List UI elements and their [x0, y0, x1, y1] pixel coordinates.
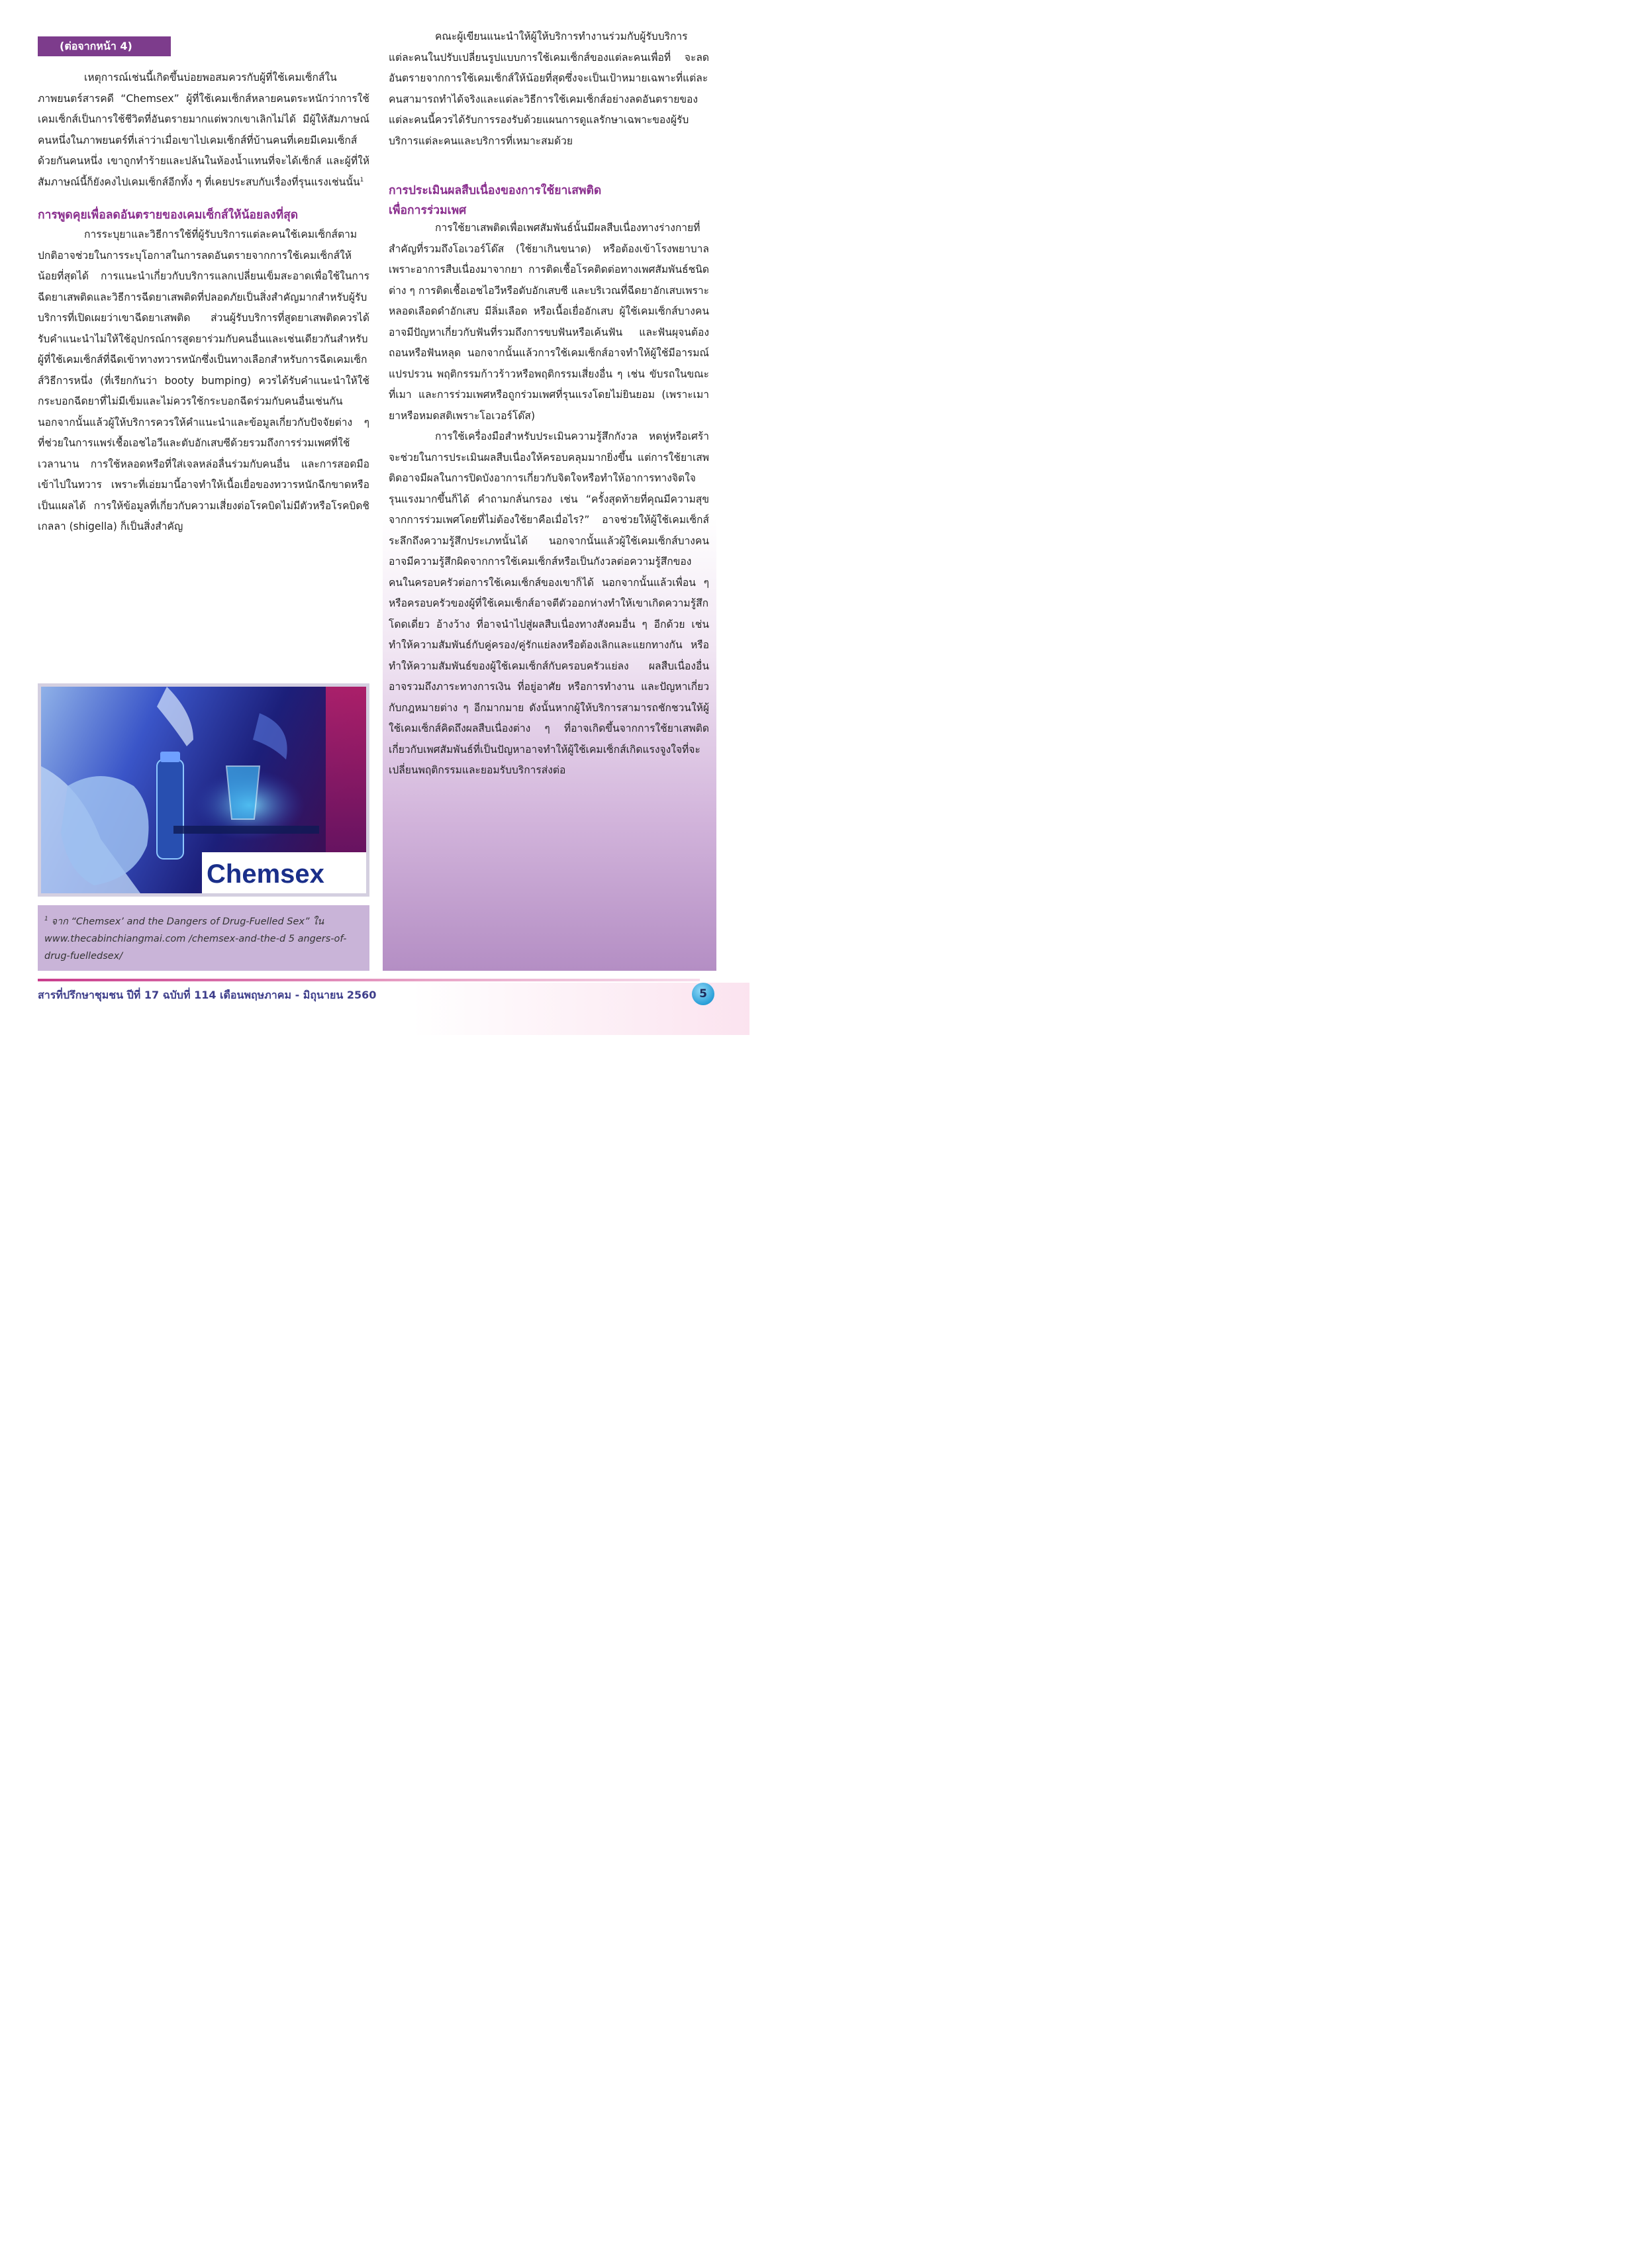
left-paragraph-2: การระบุยาและวิธีการใช้ที่ผู้รับบริการแต่ละคนใช้เคมเซ็กส์ตามปกติอาจช่วยในการระบุโอกาสในการลดอันตรายจากการใช้เคมเซ็กส์ให้น้อยที่สุดได้ การแนะนำเกี่ยวกับบริการแลกเปลี่ยนเข็มสะอาดเพื่อใช้ในการฉีดยาเสพติดและวิธีการฉีดยาเสพติดที่ปลอดภัยเป็นสิ่งสำคัญมากสำหรับผู้รับบริการที่เปิดเผยว่าเขาฉีดยาเสพติด ส่วนผู้รับบริการที่สูดยาเสพติดควรได้รับคำแนะนำไม่ให้ใช้อุปกรณ์การสูดยาร่วมกับคนอื่นและเช่นเดียวกันสำหรับผู้ที่ใช้เคมเซ็กส์ที่ฉีดเข้าทางทวารหนักซึ่งเป็นทางเลือกสำหรับการฉีดเคมเซ็กส์วิธีการหนึ่ง (ที่เรียกกันว่า booty bumping) ควรได้รับคำแนะนำให้ใช้กระบอกฉีดยาที่ไม่มีเข็มและไม่ควรใช้กระบอกฉีดร่วมกับคนอื่นเช่นกัน นอกจากนั้นแล้วผู้ให้บริการควรให้คำแนะนำและข้อมูลเกี่ยวกับปัจจัยต่าง ๆ ที่ช่วยในการแพร่เชื้อเอชไอวีและตับอักเสบซีด้วยรวมถึงการร่วมเพศที่ใช้เวลานาน การใช้หลอดหรือที่ใส่เจลหล่อลื่นร่วมกับคนอื่น และการสอดมือเข้าไปในทวาร เพราะที่เอ่ยมานี้อาจทำให้เนื้อเยื่อของทวารหนักฉีกขาดหรือเป็นแผลได้ การให้ข้อมูลที่เกี่ยวกับความเสี่ยงต่อโรคบิดไม่มีตัวหรือโรคบิดชิเกลลา (shigella) ก็เป็นสิ่งสำคัญ	[38, 228, 369, 532]
page-number-badge: 5	[692, 983, 714, 1005]
chemsex-photo-image	[41, 687, 366, 893]
footer-divider	[38, 979, 700, 981]
chemsex-photo	[38, 683, 369, 897]
chemsex-photo-title: Chemsex	[207, 860, 324, 889]
right-paragraph-1: คณะผู้เขียนแนะนำให้ผู้ให้บริการทำงานร่วมกับผู้รับบริการแต่ละคนในปรับเปลี่ยนรูปแบบการใช้เคมเซ็กส์ของแต่ละคนเพื่อที่ จะลดอันตรายจากการใช้เคมเซ็กส์ให้น้อยที่สุดซึ่งจะเป็นเป้าหมายเฉพาะที่แต่ละคนสามารถทำได้จริงและแต่ละวิธีการใช้เคมเซ็กส์อย่างลดอันตรายของแต่ละคนนี้ควรได้รับการรองรับด้วยแผนการดูแลรักษาเฉพาะของผู้รับบริการแต่ละคนและบริการที่เหมาะสมด้วย	[389, 30, 709, 147]
footnote-mark: 1	[360, 176, 364, 183]
continued-from-page-tag: (ต่อจากหน้า 4)	[38, 36, 171, 56]
section-heading-assessment-line1: การประเมินผลสืบเนื่องของการใช้ยาเสพติด	[389, 184, 602, 197]
footer-publication: สารที่ปรึกษาชุมชน ปีที่ 17 ฉบับที่ 114 เดือนพฤษภาคม - มิถุนายน 2560	[38, 989, 377, 1001]
footnote-caption	[38, 905, 369, 971]
caption-text: จาก “Chemsex’ and the Dangers of Drug-Fuelled Sex” ใน www.thecabinchiangmai.com /chemsex-and-the-d 5 angers-of- drug-fuelledsex/	[44, 916, 347, 961]
right-paragraph-2: การใช้ยาเสพติดเพื่อเพศสัมพันธ์นั้นมีผลสืบเนื่องทางร่างกายที่สำคัญที่รวมถึงโอเวอร์โด๊ส (ใช้ยาเกินขนาด) หรือต้องเข้าโรงพยาบาลเพราะอาการสืบเนื่องมาจากยา การติดเชื้อโรคติดต่อทางเพศสัมพันธ์ชนิดต่าง ๆ การติดเชื้อเอชไอวีหรือตับอักเสบซี และบริเวณที่ฉีดยาอักเสบเพราะหลอดเลือดดำอักเสบ มีลิ่มเลือด หรือเนื้อเยื่ออักเสบ ผู้ใช้เคมเซ็กส์บางคนอาจมีปัญหาเกี่ยวกับฟันที่รวมถึงการขบฟันหรือเค้นฟัน และฟันผุจนต้องถอนหรือฟันหลุด นอกจากนั้นแล้วการใช้เคมเซ็กส์อาจทำให้ผู้ใช้มีอารมณ์แปรปรวน พฤติกรรมก้าวร้าวหรือพฤติกรรมเสี่ยงอื่น ๆ เช่น ขับรถในขณะที่เมา และการร่วมเพศหรือถูกร่วมเพศที่รุนแรงโดยไม่ยินยอม (เพราะเมายาหรือหมดสติเพราะโอเวอร์โด๊ส)	[389, 222, 709, 422]
left-paragraph-1-text: เหตุการณ์เช่นนี้เกิดขึ้นบ่อยพอสมควรกับผู้ที่ใช้เคมเซ็กส์ในภาพยนตร์สารคดี “Chemsex” ผู้ที่ใช้เคมเซ็กส์หลายคนตระหนักว่าการใช้เคมเซ็กส์เป็นการใช้ชีวิตที่อันตรายมากแต่พวกเขาเลิกไม่ได้ มีผู้ให้สัมภาษณ์คนหนึ่งในภาพยนตร์ที่เล่าว่าเมื่อเขาไปเคมเซ็กส์ที่บ้านคนที่เคยมีเคมเซ็กส์ด้วยกันคนหนึ่ง เขาถูกทำร้ายและปล้นในห้องน้ำแทนที่จะได้เซ็กส์ และผู้ที่ให้สัมภาษณ์นี้ก็ยังคงไปเคมเซ็กส์อีกทั้ง ๆ ที่เคยประสบกับเรื่องที่รุนแรงเช่นนั้น	[38, 72, 369, 188]
left-column	[38, 68, 369, 538]
section-heading-harm-reduction: การพูดคุยเพื่อลดอันตรายของเคมเซ็กส์ให้น้อยลงที่สุด	[38, 209, 299, 222]
section-heading-assessment-line2: เพื่อการร่วมเพศ	[389, 204, 467, 217]
right-paragraph-3: การใช้เครื่องมือสำหรับประเมินความรู้สึกกังวล หดหู่หรือเศร้าจะช่วยในการประเมินผลสืบเนื่องให้ครอบคลุมมากยิ่งขึ้น แต่การใช้ยาเสพติดอาจมีผลในการปิดบังอาการเกี่ยวกับจิตใจหรือทำให้อาการทางจิตใจรุนแรงมากขึ้นก็ได้ คำถามกลั่นกรอง เช่น “ครั้งสุดท้ายที่คุณมีความสุขจากการร่วมเพศโดยที่ไม่ต้องใช้ยาคือเมื่อไร?” อาจช่วยให้ผู้ใช้เคมเซ็กส์ระลึกถึงความรู้สึกประเภทนั้นได้ นอกจากนั้นแล้วผู้ใช้เคมเซ็กส์บางคนอาจมีความรู้สึกผิดจากการใช้เคมเซ็กส์หรือเป็นกังวลต่อความรู้สึกของคนในครอบครัวต่อการใช้เคมเซ็กส์ของเขาก็ได้ นอกจากนั้นแล้วเพื่อน ๆ หรือครอบครัวของผู้ที่ใช้เคมเซ็กส์อาจตีตัวออกห่างทำให้เขาเกิดความรู้สึกโดดเดี่ยว อ้างว้าง ที่อาจนำไปสู่ผลสืบเนื่องทางสังคมอื่น ๆ อีกด้วย เช่น ทำให้ความสัมพันธ์กับคู่ครอง/คู่รักแย่ลงหรือต้องเลิกและแยกทางกัน หรือทำให้ความสัมพันธ์ของผู้ใช้เคมเซ็กส์กับครอบครัวแย่ลง ผลสืบเนื่องอื่นอาจรวมถึงภาระทางการเงิน ที่อยู่อาศัย หรือการทำงาน และปัญหาเกี่ยวกับกฎหมายต่าง ๆ อีกมากมาย ดังนั้นหากผู้ให้บริการสามารถชักชวนให้ผู้ใช้เคมเซ็กส์คิดถึงผลสืบเนื่องต่าง ๆ ที่อาจเกิดขึ้นจากการใช้ยาเสพติดเกี่ยวกับเพศสัมพันธ์ที่เป็นปัญหาอาจทำให้ผู้ใช้เคมเซ็กส์เกิดแรงจูงใจที่จะเปลี่ยนพฤติกรรมและยอมรับบริการส่งต่อ	[389, 430, 709, 776]
caption-footnote-mark: 1	[44, 916, 48, 923]
right-column	[389, 26, 709, 781]
left-paragraph-1	[38, 68, 369, 193]
